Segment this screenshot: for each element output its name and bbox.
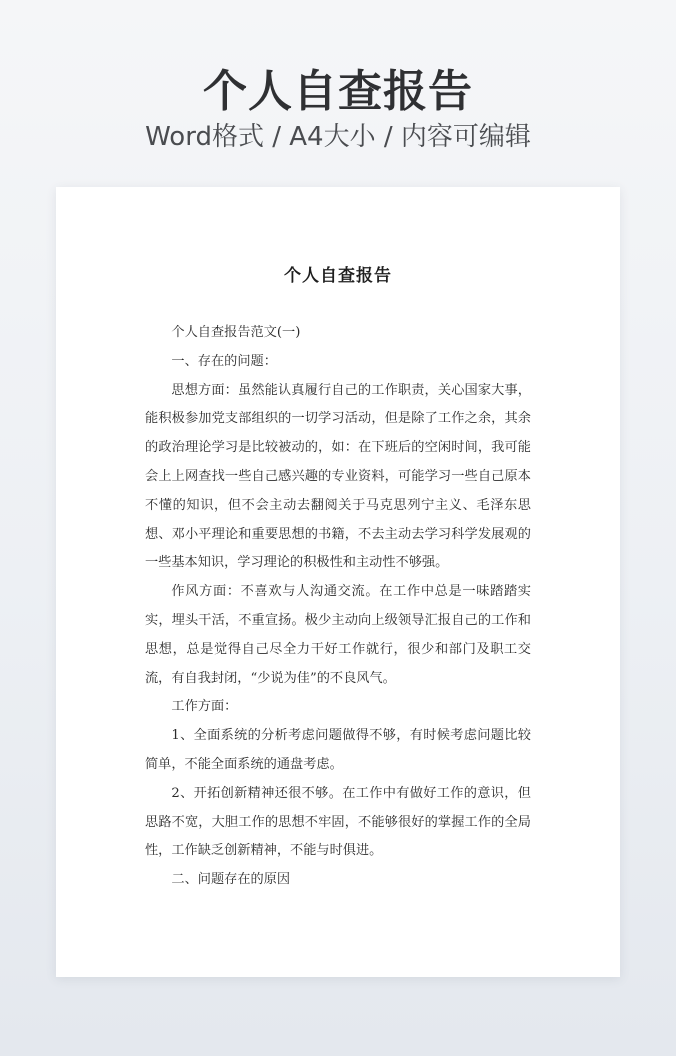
doc-paragraph-work-label: 工作方面： xyxy=(171,699,238,715)
doc-paragraph-thinking: 思想方面：虽然能认真履行自己的工作职责，关心国家大事，能积极参加党支部组织的一切学习活动，但是除了工作之余，其余的政治理论学习是比较被动的，如：在下班后的空闲时间，我可能会上上网查找一些自己感兴趣的专业资料，可能学习一些自己原本不懂的知识，但不会主动去翻阅关于马克思列宁主义、毛泽东思想、邓小平理论和重要思想的书籍，不去主动去学习科学发展观的一些基本知识，学习理论的积极性和主动性不够强。 xyxy=(145,382,531,571)
doc-paragraph-work-item-1: 1、全面系统的分析考虑问题做得不够，有时候考虑问题比较简单，不能全面系统的通盘考虑。 xyxy=(145,728,531,772)
banner-subtitle: Word格式 / A4大小 / 内容可编辑 xyxy=(145,122,531,152)
doc-paragraph-heading: 个人自查报告范文(一) xyxy=(171,325,301,340)
doc-paragraph-section-1: 一、存在的问题： xyxy=(171,353,277,369)
document-title: 个人自查报告 xyxy=(284,266,392,286)
doc-paragraph-section-2: 二、问题存在的原因 xyxy=(171,872,291,888)
doc-paragraph-style: 作风方面：不喜欢与人沟通交流。在工作中总是一味踏踏实实，埋头干活，不重宣扬。极少主动向上级领导汇报自己的工作和思想，总是觉得自己尽全力干好工作就行，很少和部门及职工交流，有自我封闭，“少说为佳”的不良风气。 xyxy=(145,584,531,686)
document-body xyxy=(145,319,531,895)
doc-paragraph-work-item-2: 2、开拓创新精神还很不够。在工作中有做好工作的意识，但思路不宽，大胆工作的思想不牢固，不能够很好的掌握工作的全局性，工作缺乏创新精神，不能与时俱进。 xyxy=(145,785,531,859)
banner-title: 个人自查报告 xyxy=(203,66,473,117)
